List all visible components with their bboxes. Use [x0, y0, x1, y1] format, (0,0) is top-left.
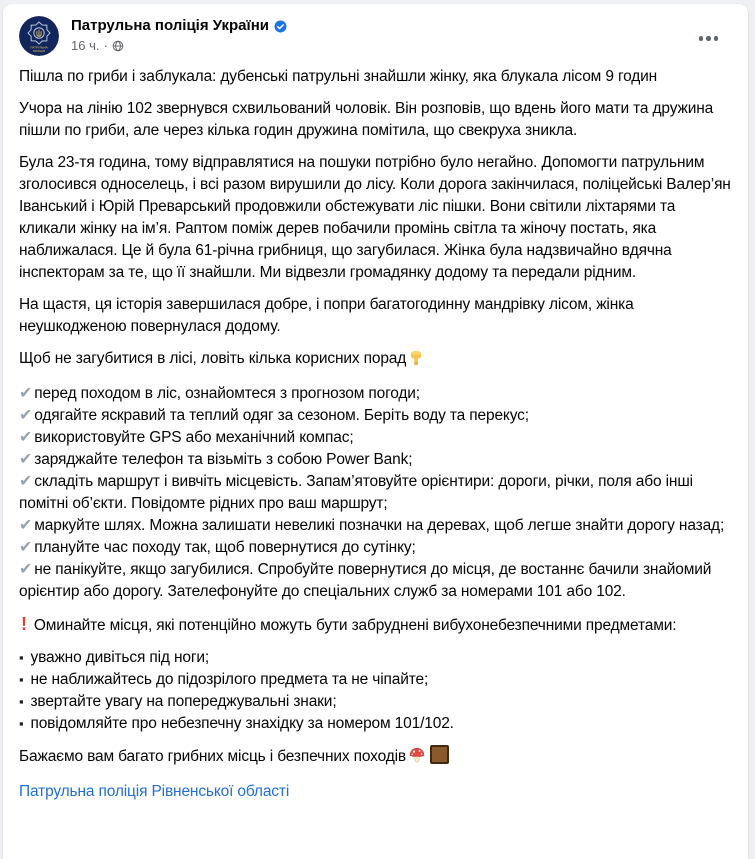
check-icon: ✔	[19, 561, 33, 578]
post-headline: Пішла по гриби і заблукала: дубенські патрульні знайшли жінку, яка блукала лісом 9 годин	[19, 68, 658, 85]
warning-text: повідомляйте про небезпечну знахідку за номером 101/102.	[30, 715, 454, 732]
tip-item	[19, 515, 732, 537]
warning-intro-text: Оминайте місця, які потенційно можуть бути забруднені вибухонебезпечними предметами:	[33, 617, 677, 634]
check-icon: ✔	[19, 539, 33, 556]
post-meta	[71, 38, 287, 53]
page-avatar[interactable]	[19, 16, 59, 56]
exclamation-icon: !	[21, 614, 27, 634]
footer-link-row	[19, 781, 732, 803]
warning-text: уважно дивіться під ноги;	[30, 649, 209, 666]
warning-text: не наближайтесь до підозрілого предмета та не чіпайте;	[30, 671, 429, 688]
tip-item	[19, 383, 732, 405]
tip-item	[19, 537, 732, 559]
check-icon: ✔	[19, 451, 33, 468]
tip-text: складіть маршрут і вивчіть місцевість. Запам’ятовуйте орієнтири: дороги, річки, поля або інші помітні об’єкти. Повідомте рідних про ваш маршрут;	[19, 473, 693, 512]
dot-icon	[706, 36, 711, 41]
check-icon: ✔	[19, 385, 33, 402]
pointing-down-icon	[408, 350, 424, 373]
warning-item	[19, 713, 732, 735]
check-icon: ✔	[19, 517, 33, 534]
warning-list	[19, 647, 732, 735]
tip-text: використовуйте GPS або механічний компас;	[34, 429, 354, 446]
square-bullet-icon: ▪	[19, 672, 24, 687]
dot-icon	[699, 36, 704, 41]
svg-text:ПОЛІЦІЯ: ПОЛІЦІЯ	[32, 49, 46, 53]
check-icon: ✔	[19, 429, 33, 446]
related-page-link[interactable]: Патрульна поліція Рівненської області	[19, 783, 290, 800]
closing-line	[19, 745, 732, 771]
square-bullet-icon: ▪	[19, 650, 24, 665]
tip-item	[19, 559, 732, 603]
post-content	[19, 66, 732, 803]
more-options-button[interactable]	[691, 28, 727, 49]
post-paragraph: Була 23-тя година, тому відправлятися на пошуки потрібно було негайно. Допомогти патрульним зголосився односелець, і всі разом вирушили до лісу. Коли дорога закінчилася, поліцейські Валер’ян Іванський і Юрій Преварський продовжили обстежувати ліс пішки. Вони світили ліхтарями та кликали жінку на ім’я. Раптом поміж дерев побачили промінь світла та жіночу постать, яка наближалася. Це й була 61-річна грибниця, що загубилася. Жінка була надзвичайно вдячна інспекторам за те, що її знайшли. Ми відвезли громадянку додому та передали рідним.	[19, 154, 731, 281]
post-paragraph: Учора на лінію 102 звернувся схвильований чоловік. Він розповів, що вдень його мати та дружина пішли по гриби, але через кілька годин дружина помітила, що свекруха зникла.	[19, 100, 714, 139]
tip-item	[19, 405, 732, 427]
verified-badge-icon	[274, 20, 287, 33]
globe-privacy-icon	[112, 40, 124, 52]
warning-item	[19, 647, 732, 669]
check-icon: ✔	[19, 473, 33, 490]
tips-intro	[19, 348, 732, 373]
tip-item	[19, 471, 732, 515]
warning-text: звертайте увагу на попереджувальні знаки;	[30, 693, 337, 710]
tip-text: маркуйте шлях. Можна залишати невеликі позначки на деревах, щоб легше знайти дорогу назад;	[34, 517, 725, 534]
tip-text: одягайте яскравий та теплий одяг за сезоном. Беріть воду та перекус;	[34, 407, 529, 424]
post-paragraph: На щастя, ця історія завершилася добре, і попри багатогодинну мандрівку лісом, жінка неушкодженою повернулася додому.	[19, 296, 634, 335]
facebook-post-card	[3, 4, 748, 859]
brown-square-icon	[430, 745, 449, 764]
tip-text: перед походом в ліс, ознайомтеся з прогнозом погоди;	[34, 385, 420, 402]
post-header	[19, 16, 732, 56]
meta-separator: ·	[103, 38, 108, 53]
tip-item	[19, 449, 732, 471]
tip-text: заряджайте телефон та візьміть з собою Power Bank;	[34, 451, 413, 468]
square-bullet-icon: ▪	[19, 694, 24, 709]
warning-item	[19, 691, 732, 713]
svg-text:ПАТРУЛЬНА: ПАТРУЛЬНА	[30, 45, 48, 50]
tips-list	[19, 383, 732, 603]
mushroom-icon	[408, 746, 426, 771]
dot-icon	[714, 36, 719, 41]
timestamp-link[interactable]: 16 ч.	[71, 38, 100, 53]
check-icon: ✔	[19, 407, 33, 424]
header-text	[71, 16, 287, 53]
police-badge-icon	[19, 16, 59, 56]
tip-text: плануйте час походу так, щоб повернутися до сутінку;	[34, 539, 416, 556]
page-name-link[interactable]: Патрульна поліція України	[71, 17, 270, 34]
tip-item	[19, 427, 732, 449]
warning-item	[19, 669, 732, 691]
square-bullet-icon: ▪	[19, 716, 24, 731]
tip-text: не панікуйте, якщо загубилися. Спробуйте повернутися до місця, де востаннє бачили знайомий орієнтир або дорогу. Зателефонуйте до спеціальних служб за номерами 101 або 102.	[19, 561, 712, 600]
tips-intro-text: Щоб не загубитися в лісі, ловіть кілька корисних порад	[19, 350, 407, 367]
warning-intro	[19, 613, 732, 637]
closing-text: Бажаємо вам багато грибних місць і безпечних походів	[19, 748, 407, 765]
